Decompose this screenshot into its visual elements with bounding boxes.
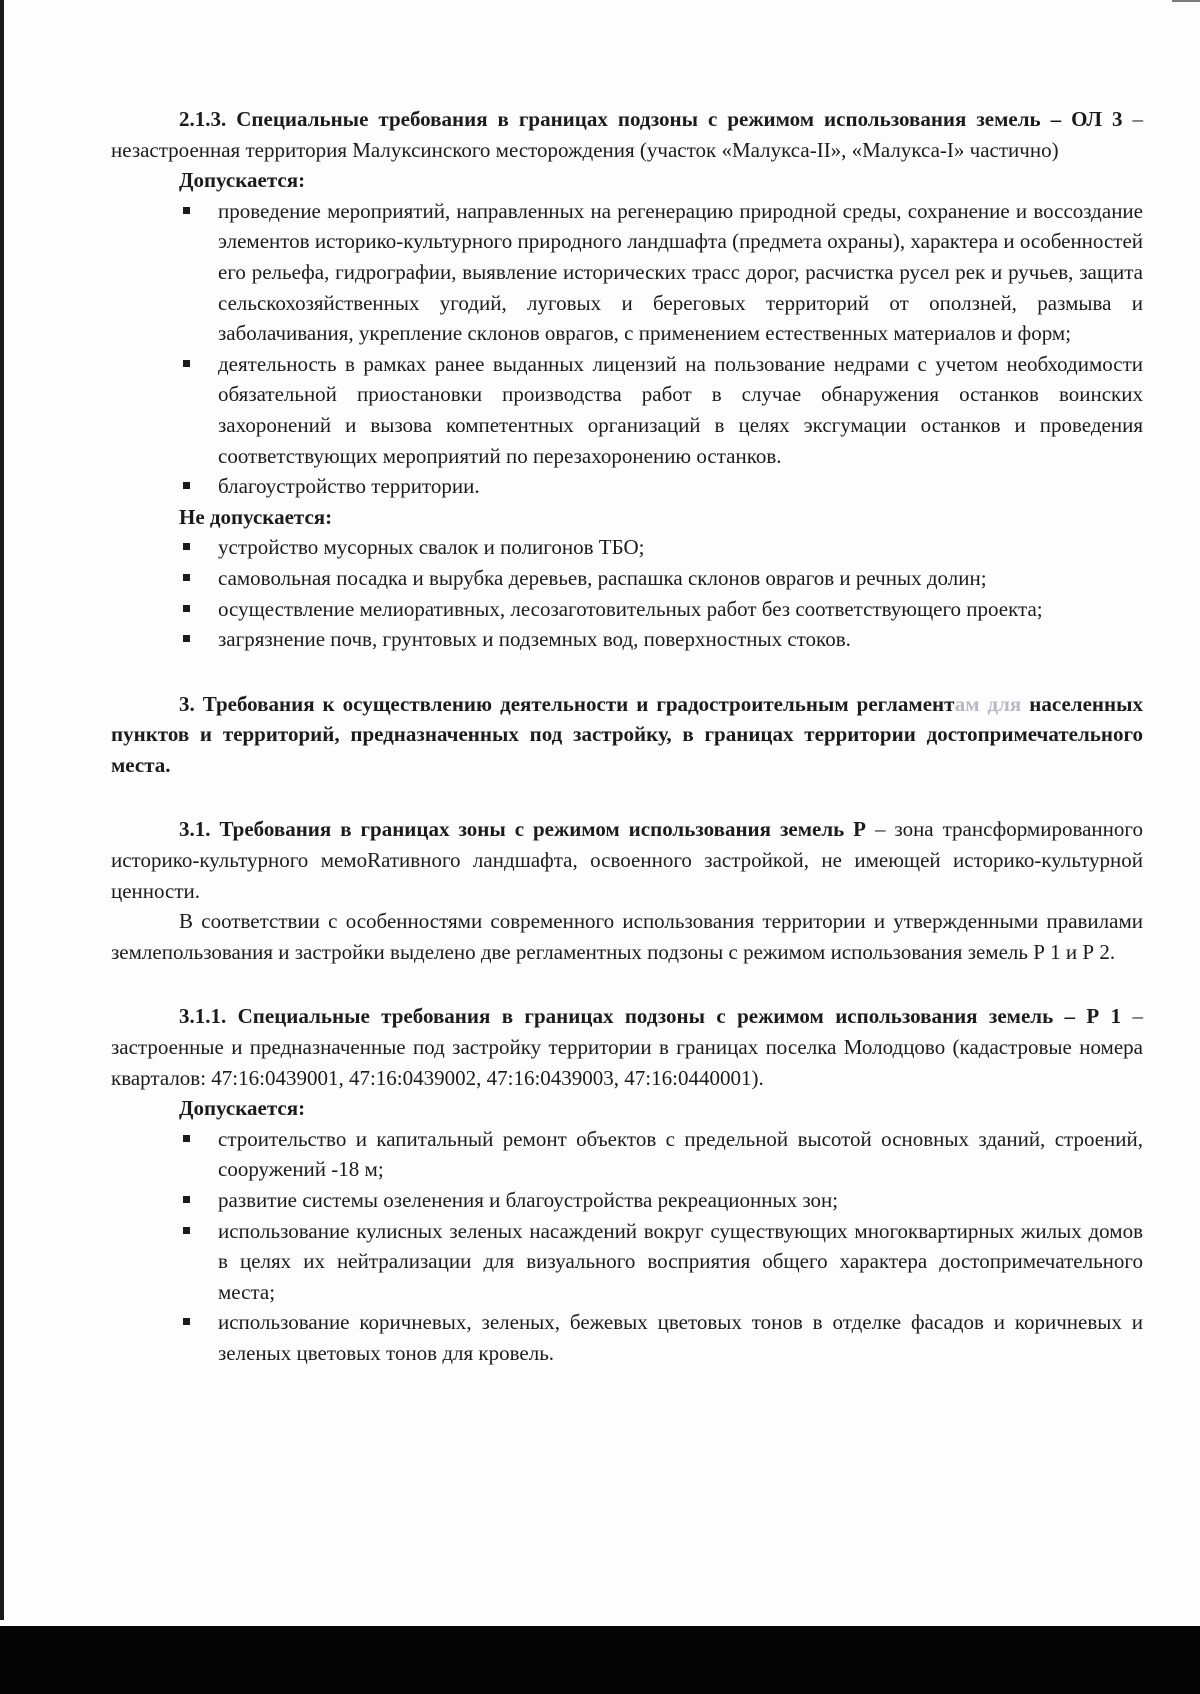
list-item-text: использование кулисных зеленых насаждений вокруг существующих многоквартирных жилых домов в целях их нейтрализации для визуального восприятия общего характера достопримечательного места; [218,1218,1143,1304]
list-item [111,563,1143,594]
bullet-icon [183,1318,190,1325]
allowed-list-r1 [111,1124,1143,1369]
bullet-icon [183,482,190,489]
bullet-icon [183,360,190,367]
bullet-icon [183,1227,190,1234]
spacer [111,967,1143,1001]
section-2-1-3-heading [111,104,1143,165]
list-item [111,1307,1143,1368]
section-3-1-description: – зона трансформированного историко-культурного мемоRативного ландшафта, освоенного застройкой, не имеющей историко-культурной ценности. [111,817,1143,903]
scan-bottom-band [0,1626,1200,1694]
scan-top-edge [1172,0,1200,2]
list-item-text: осуществление мелиоративных, лесозаготовительных работ без соответствующего проекта; [218,596,1043,621]
forbidden-label: Не допускается: [179,504,333,529]
list-item-text: самовольная посадка и вырубка деревьев, распашка склонов оврагов и речных долин; [218,565,987,590]
section-3-heading-end: населенных пунктов и территорий, предназначенных под застройку, в границах территории достопримечательного места. [111,691,1143,777]
section-3-1-1-description: – застроенные и предназначенные под застройку территории в границах поселка Молодцово (кадастровые номера кварталов: 47:16:0439001, 47:16:0439002, 47:16:0439003, 47:16:0440001). [111,1004,1143,1090]
section-3-1-1-heading [111,1001,1143,1093]
list-item-text: загрязнение почв, грунтовых и подземных вод, поверхностных стоков. [218,627,851,652]
allowed-label: Допускается: [179,1096,306,1121]
list-item [111,1216,1143,1308]
section-3-1-1-title: 3.1.1. Специальные требования в границах подзоны с режимом использования земель – Р 1 [179,1004,1122,1029]
spacer [111,655,1143,689]
section-3-1-title: 3.1. Требования в границах зоны с режимом использования земель Р [179,817,866,842]
list-item [111,349,1143,471]
section-2-1-3-description: – незастроенная территория Малуксинского месторождения (участок «Малукса-II», «Малукса-I» частично) [111,107,1144,162]
list-item [111,1124,1143,1185]
document-body [111,104,1143,1369]
section-3-heading [111,689,1143,781]
list-item-text: развитие системы озеленения и благоустройства рекреационных зон; [218,1188,839,1212]
list-item [111,594,1143,625]
section-3-1-paragraph: В соответствии с особенностями современного использования территории и утвержденными правилами землепользования и застройки выделено две регламентных подзоны с режимом использования земель Р 1 и Р 2. [111,909,1143,964]
bullet-icon [183,543,190,550]
spacer [111,780,1143,814]
allowed-list [111,196,1143,502]
list-item-text: строительство и капитальный ремонт объектов с предельной высотой основных зданий, строений, сооружений -18 м; [218,1126,1143,1182]
list-item-text: деятельность в рамках ранее выданных лицензий на пользование недрами с учетом необходимости обязательной приостановки производства работ в случае обнаружения останков воинских захоронений и вызова компетентных организаций в целях эксгумации останков и проведения соответствующих мероприятий по перезахоронению останков. [218,351,1143,468]
scan-left-edge [0,0,4,1620]
section-2-1-3-title: 2.1.3. Специальные требования в границах подзоны с режимом использования земель – ОЛ 3 [179,107,1123,131]
section-3-heading-faded: ам для [954,691,1022,716]
list-item [111,624,1143,655]
list-item-text: использование коричневых, зеленых, бежевых цветовых тонов в отделке фасадов и коричневых и зеленых цветовых тонов для кровель. [218,1310,1143,1365]
section-3-1-heading [111,814,1143,906]
bullet-icon [183,605,190,612]
section-3-heading-start: 3. Требования к осуществлению деятельности и градостроительным регламент [179,691,955,716]
list-item [111,196,1143,349]
bullet-icon [183,207,190,214]
list-item [111,471,1143,502]
list-item [111,1185,1143,1216]
forbidden-list [111,532,1143,654]
list-item-text: проведение мероприятий, направленных на регенерацию природной среды, сохранение и воссоздание элементов историко-культурного природного ландшафта (предмета охраны), характера и особенностей его рельефа, гидрографии, выявление исторических трасс дорог, расчистка русел рек и ручьев, защита сельскохозяйственных угодий, луговых и береговых территорий от оползней, размыва и заболачивания, укрепление склонов оврагов, с применением естественных материалов и форм; [218,198,1143,346]
list-item-text: устройство мусорных свалок и полигонов ТБО; [218,535,645,560]
bullet-icon [183,1135,190,1142]
allowed-label: Допускается: [179,168,306,193]
bullet-icon [183,574,190,581]
bullet-icon [183,1196,190,1203]
bullet-icon [183,635,190,642]
list-item [111,532,1143,563]
list-item-text: благоустройство территории. [218,474,480,499]
